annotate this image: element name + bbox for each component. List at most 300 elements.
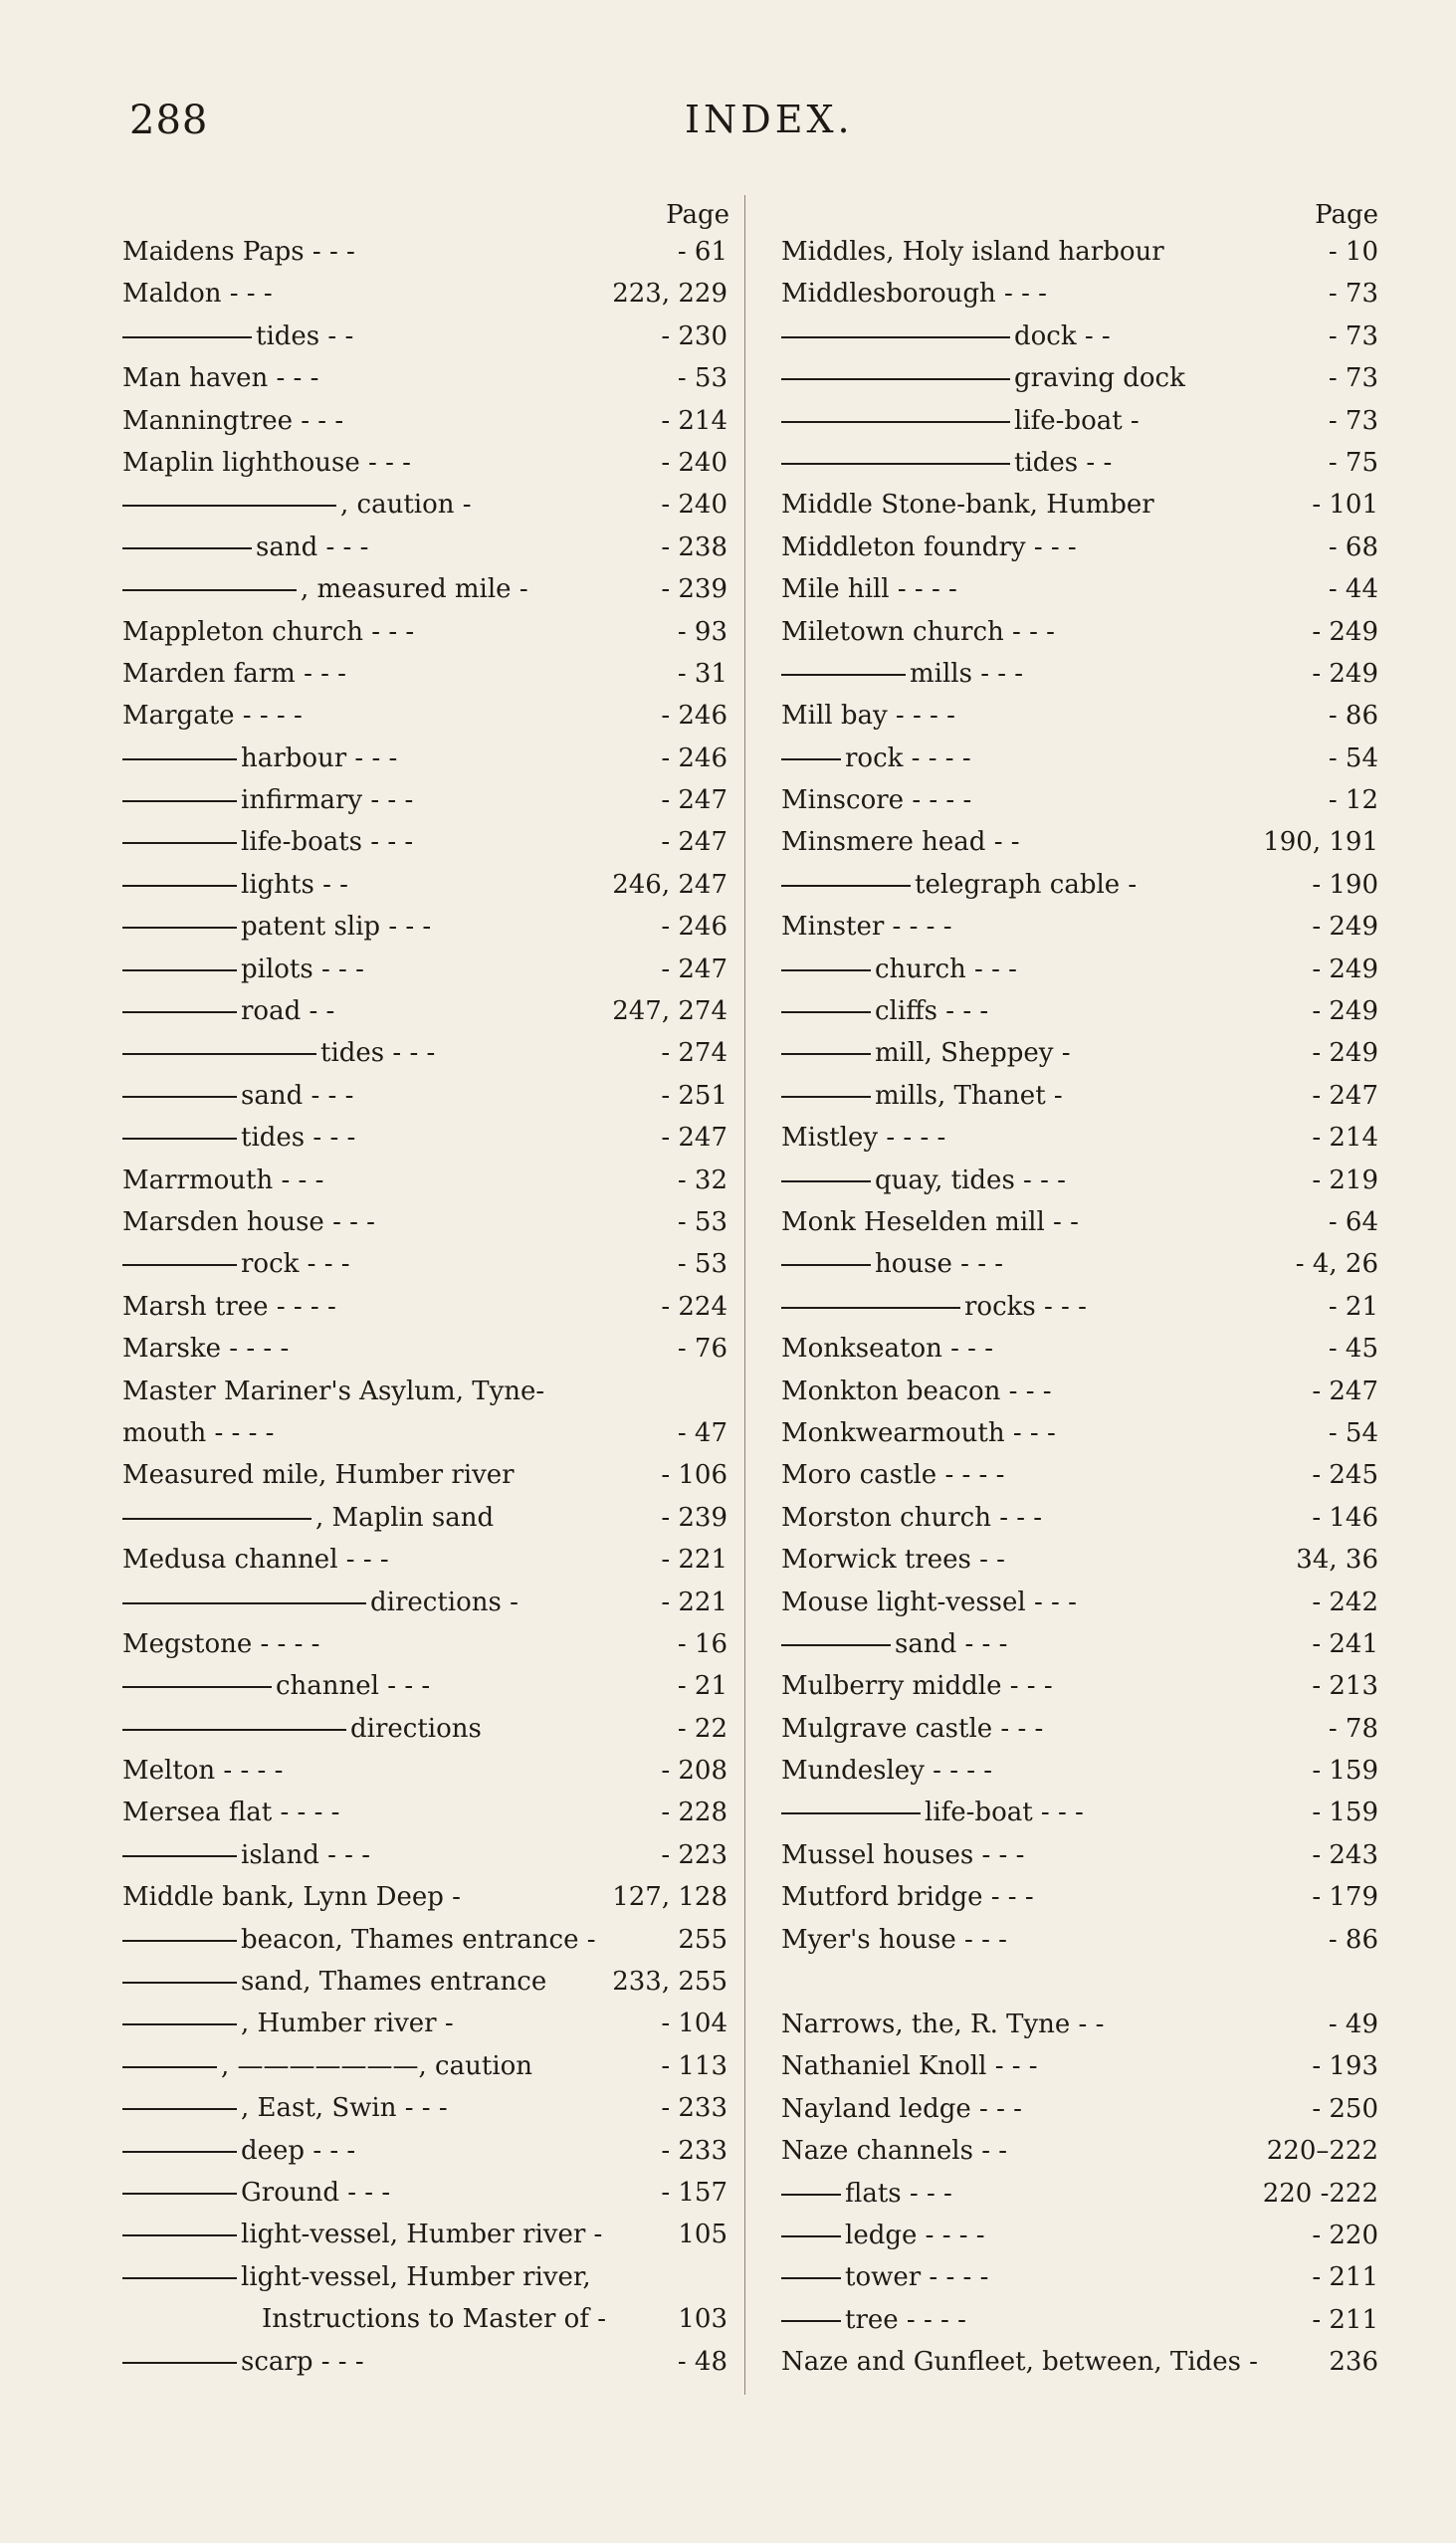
ditto-dash [781,2194,841,2196]
index-entry [122,1708,729,1750]
index-column-right [781,199,1378,2384]
entry-page: - 73 [1328,320,1378,351]
entry-page: 190, 191 [1263,827,1378,858]
entry-page: - 228 [661,1798,728,1828]
index-entry [781,2215,1378,2256]
index-entry [781,821,1378,863]
entry-page: - 246 [661,912,728,943]
entry-page: 220 -222 [1262,2178,1378,2209]
index-entry [781,2088,1378,2130]
entry-name: life-boats - - - [241,827,414,858]
entry-name: island - - - [241,1839,371,1870]
entry-page: - 247 [661,1123,728,1154]
index-entry [122,864,729,906]
entry-name: beacon, Thames entrance - [241,1924,596,1955]
entry-name: mills, Thanet - [875,1080,1063,1111]
entry-page: - 68 [1328,531,1378,562]
index-entry [122,1454,729,1496]
entry-name: Man haven - - - [122,363,319,394]
entry-name: Mile hill - - - - [781,574,957,605]
index-entry [781,1539,1378,1581]
index-entry [781,568,1378,610]
entry-name: ledge - - - - [845,2220,985,2250]
entry-page: - 230 [661,320,728,351]
entry-page: - 249 [1312,1038,1378,1069]
entry-name: , caution - [340,490,472,521]
entry-page: - 246 [661,742,728,773]
entry-name: Naze channels - - [781,2136,1008,2167]
entry-page: - 239 [661,574,728,605]
entry-name: Master Mariner's Asylum, Tyne- [122,1376,545,1406]
entry-name: rocks - - - [964,1291,1087,1322]
index-entry [122,484,729,526]
entry-page: - 214 [1312,1123,1378,1154]
entry-page: - 243 [1312,1839,1378,1870]
index-entry [122,568,729,610]
entry-page: - 247 [661,785,728,816]
ditto-dash [781,463,1010,465]
entry-page: - 157 [661,2177,728,2208]
entry-name: Minster - - - - [781,912,952,943]
ditto-dash [781,1011,871,1013]
entry-page: - 93 [677,616,728,647]
entry-name: Margate - - - - [122,701,303,732]
index-entry [122,1032,729,1074]
index-entry [122,1539,729,1581]
index-entry [781,653,1378,695]
entry-name: pilots - - - [241,954,364,984]
index-entry [781,357,1378,399]
entry-name: , Humber river - [241,2009,454,2039]
entry-name: Mouse light-vessel - - - [781,1587,1077,1617]
entry-page: - 73 [1328,405,1378,436]
entry-page: - 54 [1328,1417,1378,1448]
page-title: INDEX. [685,98,854,141]
ditto-dash [781,1053,871,1055]
entry-page: - 190 [1312,869,1378,900]
index-entry [781,2130,1378,2172]
index-entry [781,1032,1378,1074]
entry-page: - 219 [1312,1165,1378,1195]
entry-page: 127, 128 [612,1882,728,1913]
index-entry [122,695,729,737]
index-entry [122,2214,729,2255]
index-entry [781,1834,1378,1876]
entry-name: Marsden house - - - [122,1206,375,1237]
ditto-dash [781,885,911,887]
entry-page: - 247 [661,954,728,984]
entry-name: Middleton foundry - - - [781,531,1077,562]
index-entry [122,779,729,821]
entry-page: - 240 [661,490,728,521]
entry-page: 247, 274 [612,996,728,1027]
entry-page: 255 [678,1924,728,1955]
entry-page: - 31 [677,658,728,689]
entry-page: - 21 [1328,1291,1378,1322]
index-entry [781,316,1378,357]
entry-page: - 223 [661,1839,728,1870]
entry-page: - 274 [661,1038,728,1069]
entry-page: - 220 [1312,2220,1378,2250]
entry-name: Mistley - - - - [781,1123,946,1154]
entry-page: - 179 [1312,1882,1378,1913]
column-divider [744,195,745,2395]
entry-name: sand - - - [241,1080,354,1111]
entry-page: - 4, 26 [1295,1249,1378,1280]
entry-name: Mundesley - - - - [781,1756,993,1787]
ditto-dash [122,1518,312,1520]
ditto-dash [122,2362,237,2364]
index-entry [122,738,729,779]
entry-page: - 75 [1328,447,1378,478]
entry-name: , Maplin sand [315,1502,495,1533]
entry-name: tides - - [1014,447,1113,478]
index-entry [122,1328,729,1370]
entry-page: - 64 [1328,1206,1378,1237]
ditto-dash [781,674,906,676]
index-entry [781,1075,1378,1117]
index-entry [122,653,729,695]
entry-name: Myer's house - - - [781,1924,1007,1955]
index-entry [122,821,729,863]
entry-name: Narrows, the, R. Tyne - - [781,2010,1105,2040]
ditto-dash [781,2320,841,2322]
index-entry [122,1623,729,1665]
index-entry [122,1497,729,1539]
index-entry [122,1665,729,1707]
index-entry [122,2256,729,2298]
index-entry [781,695,1378,737]
entry-page: - 76 [677,1334,728,1365]
ditto-dash [781,336,1010,338]
entry-name: infirmary - - - [241,785,414,816]
entry-name: Mulgrave castle - - - [781,1713,1044,1744]
index-entry [122,1371,729,1412]
entry-name: Marrmouth - - - [122,1165,324,1195]
index-entry [781,1160,1378,1201]
index-entry [122,1582,729,1623]
entry-page: - 159 [1312,1756,1378,1787]
entry-name: road - - [241,996,335,1027]
entry-page: - 221 [661,1545,728,1576]
entry-page: - 113 [661,2050,728,2081]
index-entry [122,1201,729,1243]
entry-name: Mill bay - - - - [781,701,955,732]
entry-page: - 239 [661,1502,728,1533]
index-entry [122,2298,729,2340]
index-entry [122,527,729,568]
entry-name: Marske - - - - [122,1334,290,1365]
entry-page: - 16 [677,1628,728,1659]
entry-name: Morwick trees - - [781,1545,1005,1576]
ditto-dash [122,2023,237,2025]
entry-name: rock - - - [241,1249,350,1280]
entry-name: Marden farm - - - [122,658,346,689]
index-entry [781,1708,1378,1750]
entry-page: - 249 [1312,954,1378,984]
index-entry [781,442,1378,484]
entry-name: Mersea flat - - - - [122,1798,340,1828]
entry-name: Measured mile, Humber river [122,1460,515,1491]
entry-name: light-vessel, Humber river - [241,2220,603,2250]
entry-name: graving dock [1014,363,1185,394]
index-entry [122,611,729,653]
index-entry [122,2087,729,2129]
entry-name: Medusa channel - - - [122,1545,389,1576]
ditto-dash [122,1096,237,1098]
ditto-dash [122,1729,346,1731]
index-entry [781,1792,1378,1833]
entry-name: church - - - [875,954,1017,984]
index-entry [781,2341,1378,2383]
ditto-dash [122,1264,237,1266]
entry-name: directions [350,1713,482,1744]
index-entry [122,442,729,484]
entry-name: lights - - [241,869,348,900]
entry-name: tower - - - - [845,2262,989,2293]
entry-page: - 106 [661,1460,728,1491]
index-entry [781,1117,1378,1159]
index-entry [781,906,1378,948]
entry-page: - 53 [677,1249,728,1280]
ditto-dash [122,1138,237,1140]
entry-page: - 10 [1328,237,1378,267]
entry-page: - 104 [661,2009,728,2039]
entry-page: - 73 [1328,363,1378,394]
index-entry [781,231,1378,273]
entry-page: - 249 [1312,996,1378,1027]
index-entry [781,1497,1378,1539]
ditto-dash [781,421,1010,423]
entry-name: dock - - [1014,320,1111,351]
ditto-dash [781,378,1010,380]
index-entry [781,1582,1378,1623]
index-entry [122,2045,729,2087]
index-entry [122,1160,729,1201]
entry-name: Monkseaton - - - [781,1334,994,1365]
entry-name: Ground - - - [241,2177,391,2208]
ditto-dash [122,505,336,507]
entry-name: Instructions to Master of - [262,2304,606,2335]
page-number: 288 [129,98,209,143]
index-entry [781,2045,1378,2087]
index-entry [781,1665,1378,1707]
index-entry [781,1750,1378,1792]
index-entry [781,273,1378,315]
index-entry [781,484,1378,526]
index-entry [781,1623,1378,1665]
entry-name: Middle Stone-bank, Humber [781,490,1154,521]
index-entry [781,864,1378,906]
ditto-dash [781,758,841,760]
entry-page: 236 [1329,2347,1378,2378]
entry-name: harbour - - - [241,742,398,773]
entry-name: tides - - - [320,1038,436,1069]
entry-name: Nathaniel Knoll - - - [781,2051,1038,2082]
entry-page: 223, 229 [612,279,728,310]
index-entry [781,611,1378,653]
entry-name: Minsmere head - - [781,827,1020,858]
index-entry [122,357,729,399]
entry-page: - 249 [1312,912,1378,943]
index-entry [781,1286,1378,1328]
entry-name: , ———————, caution [221,2050,533,2081]
index-entry [122,316,729,357]
index-column-left [122,199,729,2383]
ditto-dash [781,2235,841,2237]
index-entry [122,2003,729,2044]
ditto-dash [122,2277,237,2279]
index-entry [781,2256,1378,2298]
entry-name: Mussel houses - - - [781,1839,1025,1870]
entry-name: mill, Sheppey - [875,1038,1071,1069]
index-entry [122,2172,729,2214]
entry-name: Naze and Gunfleet, between, Tides - [781,2347,1258,2378]
index-entry [122,1412,729,1454]
ditto-dash [781,2277,841,2279]
entry-name: channel - - - [276,1671,431,1702]
entry-name: tree - - - - [845,2304,966,2335]
entry-page: - 247 [661,827,728,858]
index-entry [122,990,729,1032]
entry-name: tides - - [256,320,354,351]
ditto-dash [122,2151,237,2153]
index-entry [122,1286,729,1328]
ditto-dash [122,2193,237,2195]
ditto-dash [122,1940,237,1942]
index-entry [122,1834,729,1876]
ditto-dash [781,1644,891,1646]
ditto-dash [122,1855,237,1857]
ditto-dash [781,1812,921,1814]
entry-name: Middles, Holy island harbour [781,237,1164,267]
entry-page: - 53 [677,363,728,394]
index-entry [122,1243,729,1285]
entry-name: Mutford bridge - - - [781,1882,1034,1913]
entry-page: 34, 36 [1296,1545,1378,1576]
entry-page: - 86 [1328,701,1378,732]
entry-page: - 49 [1328,2010,1378,2040]
index-entry [122,2341,729,2383]
entry-name: rock - - - - [845,742,971,773]
entry-page: - 78 [1328,1713,1378,1744]
entry-page: - 242 [1312,1587,1378,1617]
index-entry [781,1876,1378,1918]
entry-page: - 21 [677,1671,728,1702]
page-column-heading: Page [1315,200,1378,230]
entry-page: - 246 [661,701,728,732]
entry-name: patent slip - - - [241,912,432,943]
entry-name: sand - - - [256,531,369,562]
entry-page: - 12 [1328,785,1378,816]
entry-name: Miletown church - - - [781,616,1055,647]
entry-name: Marsh tree - - - - [122,1291,336,1322]
page-header [0,98,1456,157]
entry-page: - 61 [677,237,728,267]
index-entry [781,2299,1378,2341]
entry-name: Monkwearmouth - - - [781,1417,1056,1448]
entry-name: sand - - - [895,1628,1008,1659]
entry-name: Maldon - - - [122,279,273,310]
entry-name: life-boat - [1014,405,1140,436]
index-entry [781,1201,1378,1243]
index-entry [122,1919,729,1961]
index-entry [122,1961,729,2003]
index-entry [781,400,1378,442]
entry-name: life-boat - - - [925,1798,1084,1828]
index-entry [122,1792,729,1833]
entry-name: quay, tides - - - [875,1165,1066,1195]
entry-page: - 54 [1328,742,1378,773]
entry-page: - 233 [661,2135,728,2166]
entry-name: Middlesborough - - - [781,279,1047,310]
index-entry [781,949,1378,990]
entry-page: - 47 [677,1417,728,1448]
ditto-dash [122,589,297,591]
index-entry [781,779,1378,821]
ditto-dash [122,885,237,887]
page-column-heading: Page [666,200,729,230]
ditto-dash [122,1982,237,1984]
entry-page: - 45 [1328,1334,1378,1365]
index-entry [122,231,729,273]
index-entries-left [122,231,729,2383]
entry-page: - 247 [1312,1080,1378,1111]
entry-page: - 238 [661,531,728,562]
entry-name: flats - - - [845,2178,952,2209]
ditto-dash [122,800,237,802]
entry-page: - 221 [661,1587,728,1617]
entry-name: mills - - - [910,658,1024,689]
entry-name: cliffs - - - [875,996,989,1027]
index-entry [122,1876,729,1918]
ditto-dash [122,1053,316,1055]
ditto-dash [122,842,237,844]
index-entry [781,1919,1378,1961]
entry-page: - 240 [661,447,728,478]
entry-name: directions - [370,1587,519,1617]
index-entry [122,1117,729,1159]
entry-page: - 146 [1312,1502,1378,1533]
entry-name: Minscore - - - - [781,785,972,816]
index-entry [122,906,729,948]
index-entry [122,400,729,442]
entry-page: 220–222 [1266,2136,1378,2167]
entry-name: Nayland ledge - - - [781,2093,1022,2124]
entry-page: - 247 [1312,1376,1378,1406]
entry-page: - 73 [1328,279,1378,310]
entry-page: 105 [678,2220,728,2250]
entry-name: Manningtree - - - [122,405,344,436]
entry-name: , measured mile - [301,574,528,605]
index-entries-right [781,231,1378,2384]
index-entry [781,990,1378,1032]
index-entry [781,1371,1378,1412]
entry-page: - 245 [1312,1460,1378,1491]
entry-page: - 159 [1312,1798,1378,1828]
index-entry [781,1412,1378,1454]
ditto-dash [122,927,237,929]
ditto-dash [122,2234,237,2236]
ditto-dash [781,1180,871,1182]
entry-name: Melton - - - - [122,1756,284,1787]
entry-name: telegraph cable - [915,869,1138,900]
index-entry [122,273,729,315]
ditto-dash [781,1096,871,1098]
ditto-dash [781,969,871,971]
entry-name: Morston church - - - [781,1502,1043,1533]
index-entry [781,1328,1378,1370]
